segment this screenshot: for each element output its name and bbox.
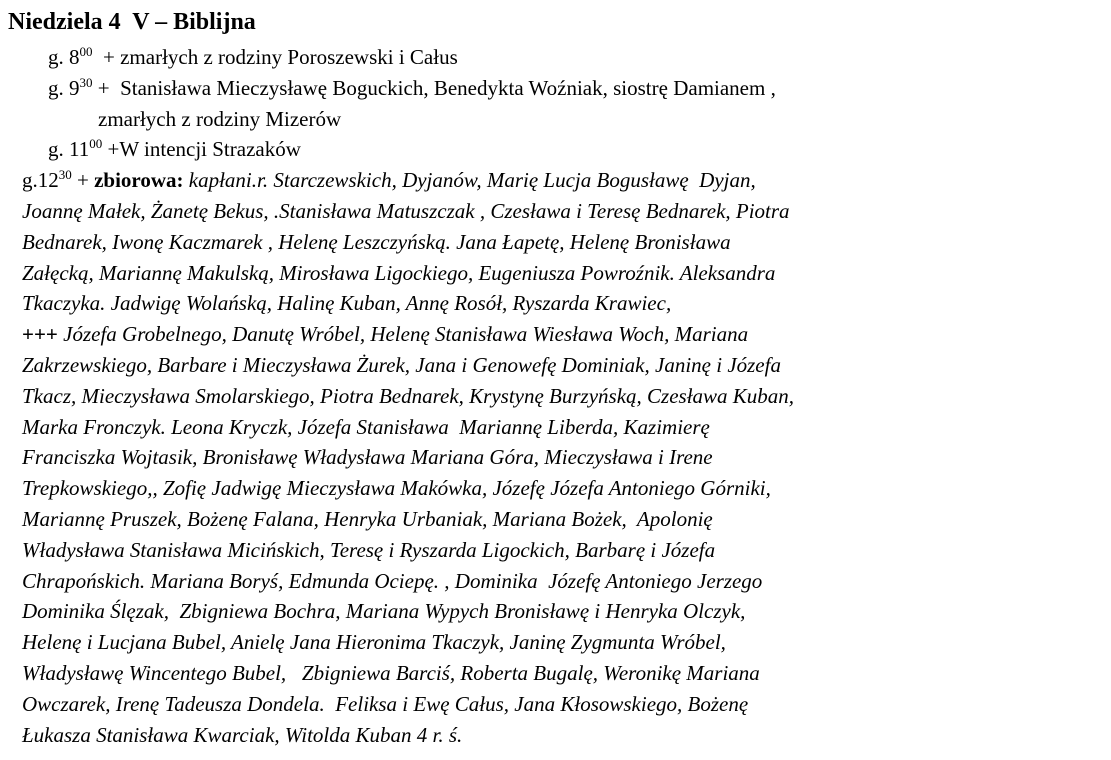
text-segment: g.12	[22, 168, 59, 193]
text-segment: Tkacz, Mieczysława Smolarskiego, Piotra Bednarek, Krystynę Burzyńską, Czesława Kuban,	[22, 383, 795, 408]
text-segment: Dominika Ślęzak, Zbigniewa Bochra, Mariana Wypych Bronisławę i Henryka Olczyk,	[22, 599, 746, 624]
text-segment: g. 9	[48, 75, 80, 100]
intention-line	[0, 596, 1111, 627]
intention-line	[0, 258, 1111, 289]
intention-line	[0, 288, 1111, 319]
text-segment: Tkaczyka. Jadwigę Wolańską, Halinę Kuban, Annę Rosół, Ryszarda Krawiec,	[22, 291, 672, 316]
intention-line	[0, 381, 1111, 412]
time-superscript: 30	[79, 74, 93, 90]
document-lines	[0, 42, 1111, 750]
text-segment: g. 11	[48, 137, 90, 162]
page-title: Niedziela 4 V – Biblijna	[8, 9, 256, 35]
text-segment: Joannę Małek, Żanetę Bekus, .Stanisława Matuszczak , Czesława i Teresę Bednarek, Piotra	[22, 198, 790, 223]
text-segment: Józefa Grobelnego, Danutę Wróbel, Helenę Stanisława Wiesława Woch, Mariana	[63, 322, 749, 347]
text-segment: Marka Fronczyk. Leona Kryczk, Józefa Stanisława Mariannę Liberda, Kazimierę	[22, 414, 710, 439]
text-segment: kapłani.r. Starczewskich, Dyjanów, Marię Lucja Bogusławę Dyjan,	[188, 168, 756, 193]
text-segment: Bednarek, Iwonę Kaczmarek , Helenę Leszczyńską. Jana Łapetę, Helenę Bronisława	[22, 229, 731, 254]
text-segment: Łukasza Stanisława Kwarciak, Witolda Kuban 4 r. ś.	[22, 722, 463, 747]
text-segment: + Stanisława Mieczysławę Boguckich, Benedykta Woźniak, siostrę Damianem ,	[92, 75, 776, 100]
mass-line-0800	[0, 42, 1111, 73]
time-superscript: 00	[89, 136, 103, 152]
mass-line-0930	[0, 73, 1111, 104]
mass-line-0930-wrap	[0, 104, 1111, 135]
text-segment: +W intencji Strazaków	[102, 137, 301, 162]
text-segment: Załęcką, Mariannę Makulską, Mirosława Ligockiego, Eugeniusza Powroźnik. Aleksandra	[22, 260, 776, 285]
mass-line-1100	[0, 134, 1111, 165]
intention-line	[0, 504, 1111, 535]
text-segment: +	[71, 168, 95, 193]
text-segment: Mariannę Pruszek, Bożenę Falana, Henryka Urbaniak, Mariana Bożek, Apolonię	[22, 506, 713, 531]
intention-line	[0, 689, 1111, 720]
text-segment: g. 8	[48, 45, 80, 69]
text-segment: Helenę i Lucjana Bubel, Anielę Jana Hieronima Tkaczyk, Janinę Zygmunta Wróbel,	[22, 630, 726, 655]
mass-line-1230	[0, 165, 1111, 196]
text-segment: Owczarek, Irenę Tadeusza Dondela. Feliksa i Ewę Całus, Jana Kłosowskiego, Bożenę	[22, 691, 749, 716]
intention-line	[0, 566, 1111, 597]
text-segment: + zmarłych z rodziny Poroszewski i Całus	[92, 45, 458, 69]
intention-line	[0, 196, 1111, 227]
intention-line	[0, 227, 1111, 258]
text-segment: Zakrzewskiego, Barbare i Mieczysława Żurek, Jana i Genowefę Dominiak, Janinę i Józefa	[22, 352, 781, 377]
text-segment: Franciszka Wojtasik, Bronisławę Władysława Mariana Góra, Mieczysława i Irene	[22, 445, 713, 470]
text-segment: Władysławę Wincentego Bubel, Zbigniewa Barciś, Roberta Bugalę, Weronikę Mariana	[22, 660, 760, 685]
text-segment: zbiorowa:	[94, 168, 189, 193]
time-superscript: 00	[79, 44, 93, 59]
text-segment: Chrapońskich. Mariana Boryś, Edmunda Ociepę. , Dominika Józefę Antoniego Jerzego	[22, 568, 763, 593]
intention-line	[0, 627, 1111, 658]
intention-line	[0, 319, 1111, 350]
text-segment: +++	[22, 322, 64, 347]
text-segment: Trepkowskiego,, Zofię Jadwigę Mieczysława Makówka, Józefę Józefa Antoniego Górniki,	[22, 476, 771, 501]
intention-line	[0, 442, 1111, 473]
intention-line	[0, 473, 1111, 504]
intention-line	[0, 720, 1111, 751]
intention-line	[0, 535, 1111, 566]
time-superscript: 30	[58, 167, 72, 183]
text-segment: Władysława Stanisława Micińskich, Teresę i Ryszarda Ligockich, Barbarę i Józefa	[22, 537, 716, 562]
intention-line	[0, 350, 1111, 381]
intention-line	[0, 412, 1111, 443]
intention-line	[0, 658, 1111, 689]
text-segment: zmarłych z rodziny Mizerów	[98, 106, 342, 131]
